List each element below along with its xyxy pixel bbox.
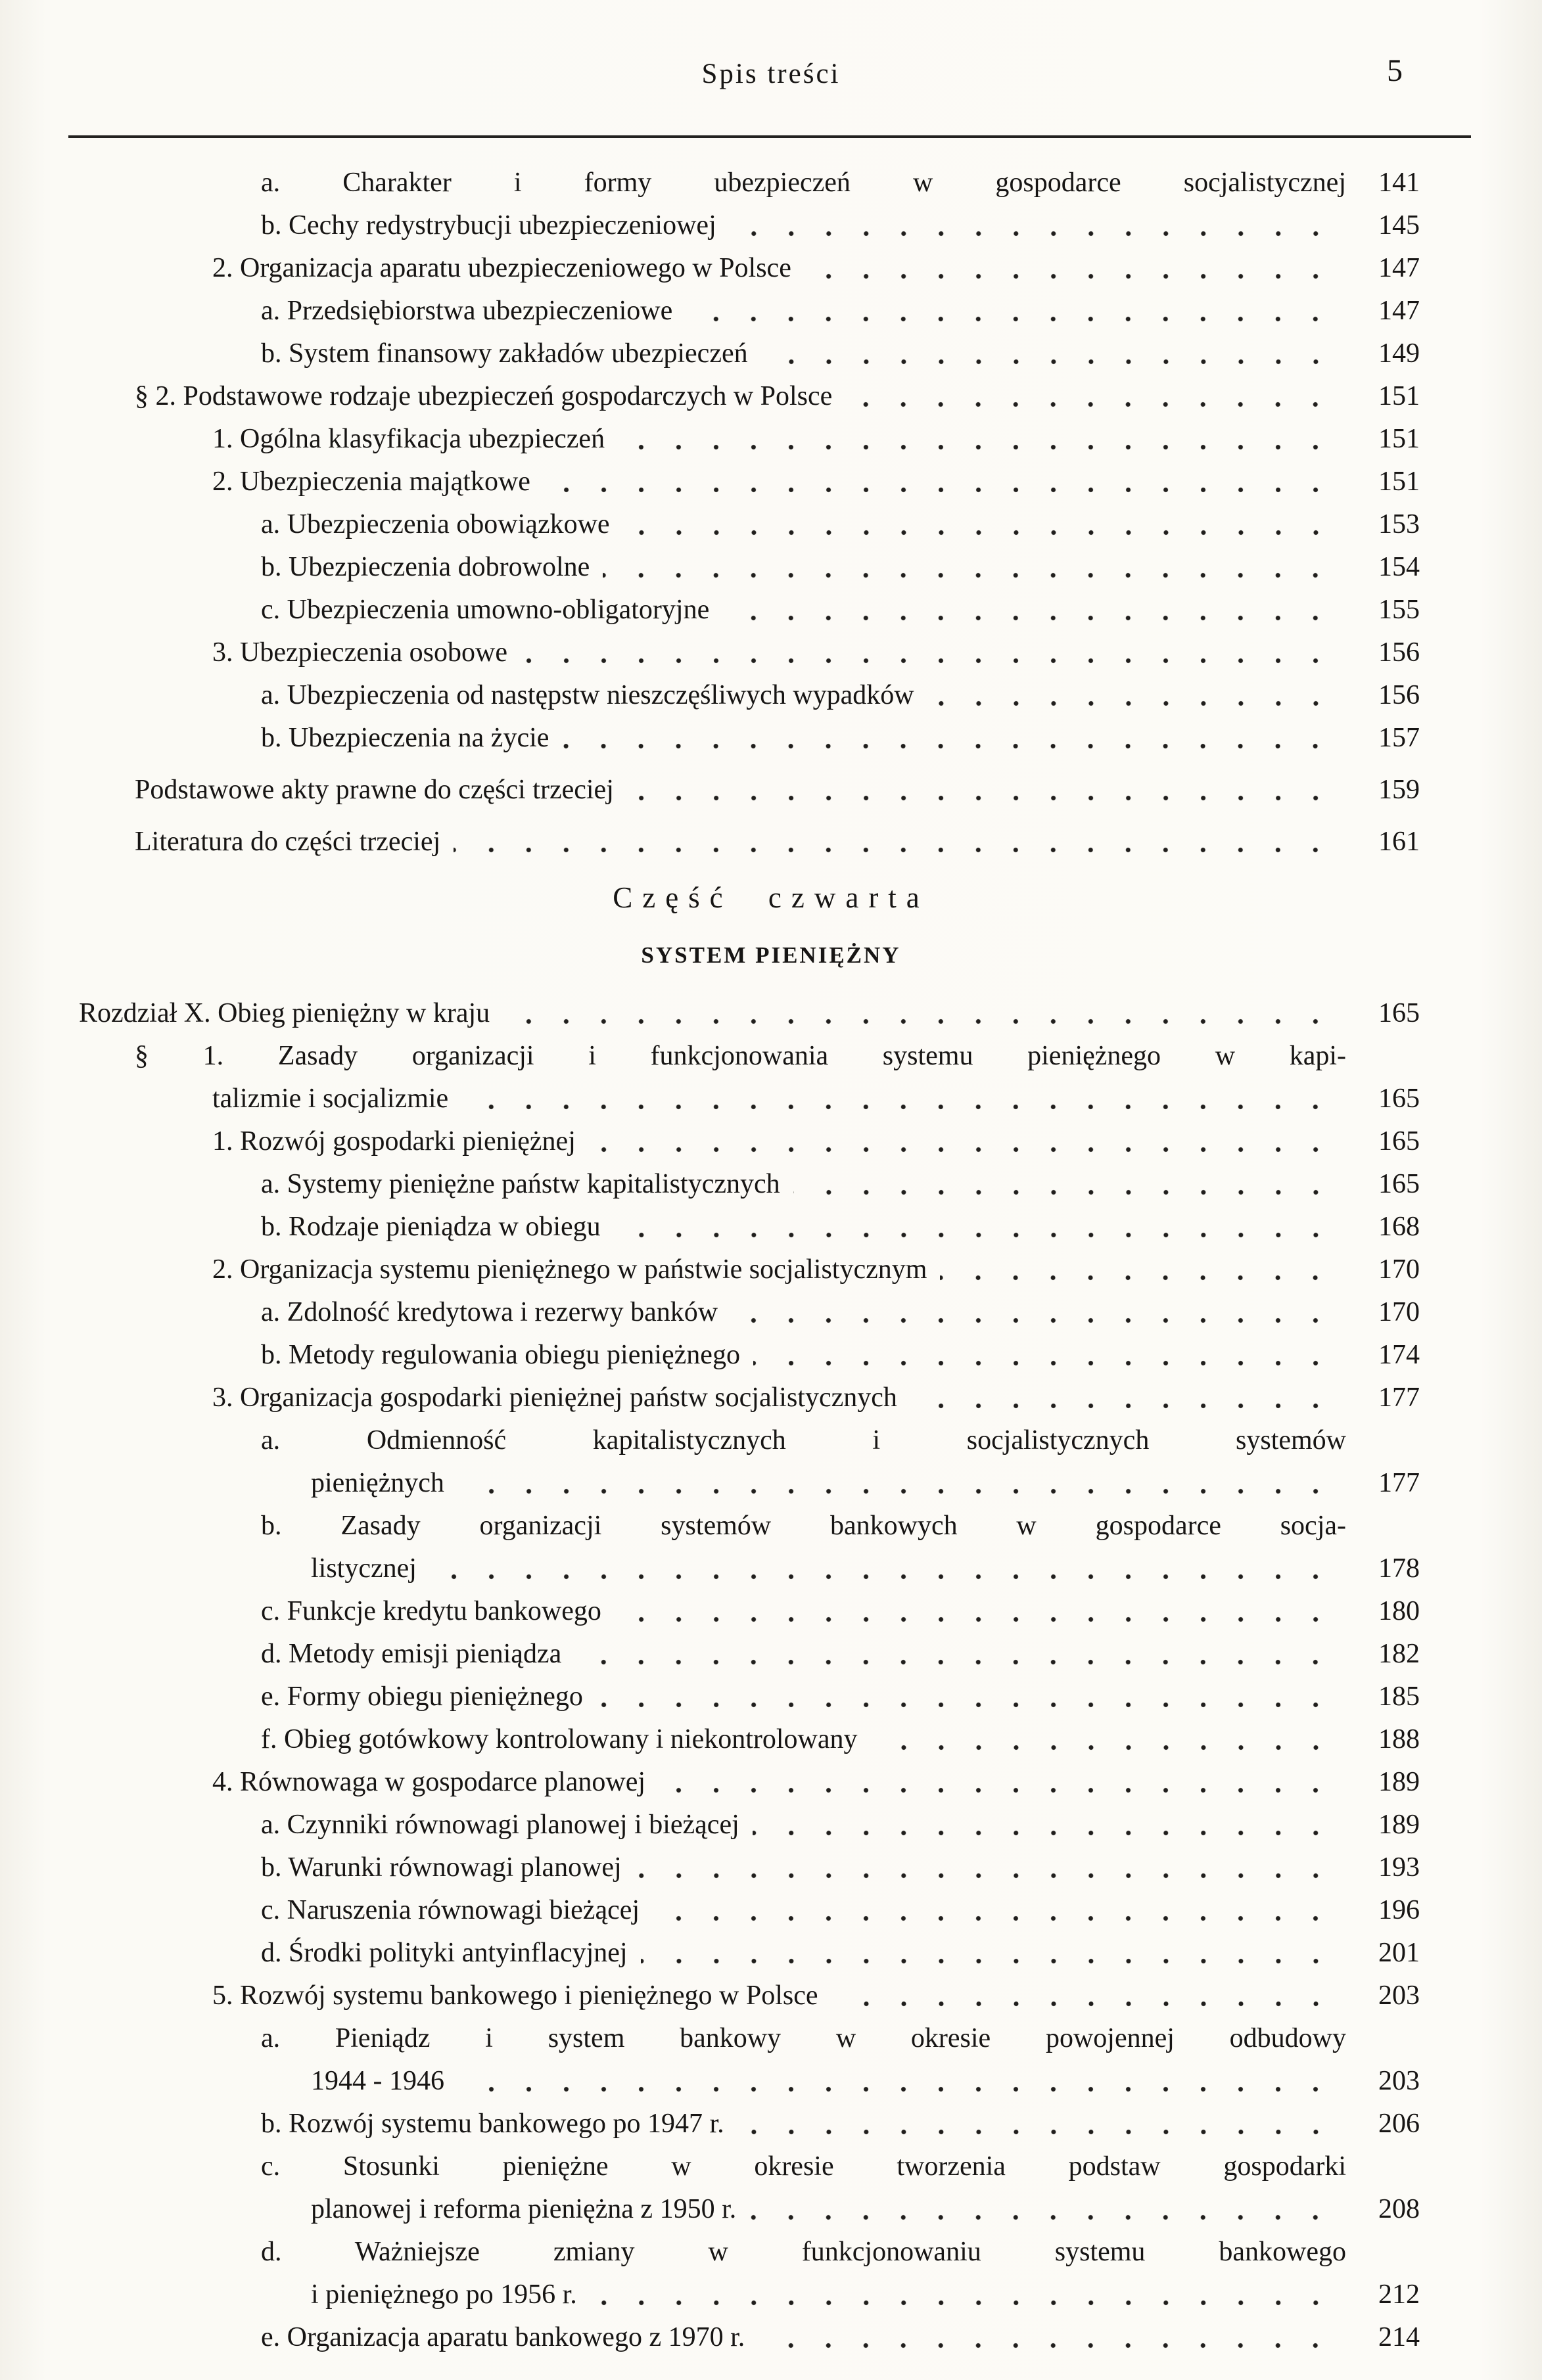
toc-entry-page: 189: [1378, 1767, 1420, 1797]
toc-entry-line: [261, 1846, 1542, 1889]
toc-entry-page: 141: [1378, 168, 1420, 198]
dot-leader: [731, 1291, 1336, 1334]
toc-entry-line: [261, 589, 1542, 631]
toc-entry-page: 165: [1378, 1169, 1420, 1199]
toc-entry-text: e. Formy obiegu pieniężnego: [261, 1682, 583, 1712]
dot-leader: [722, 589, 1336, 631]
toc-entry-line: [261, 2316, 1542, 2359]
toc-entry-text: c. Stosunki pieniężne w okresie tworzenia podstaw gospodarki: [261, 2151, 1346, 2182]
toc-entry-line: [135, 375, 1542, 418]
toc-entry-line: [212, 1761, 1542, 1804]
dot-leader: [457, 2060, 1336, 2103]
toc-entry: [0, 2316, 1542, 2359]
toc-entry-line: [261, 503, 1542, 546]
toc-entry: [0, 631, 1542, 674]
dot-leader: [430, 1547, 1336, 1590]
toc-entry-text: planowej i reforma pieniężna z 1950 r.: [311, 2194, 737, 2224]
toc-entry-line: [261, 1932, 1542, 1975]
toc-entry-page: 155: [1378, 595, 1420, 625]
toc-entry: [0, 375, 1542, 418]
header-rule: [68, 135, 1471, 138]
toc-entry-page: 161: [1378, 827, 1420, 857]
toc-entry-line: [212, 1120, 1542, 1163]
toc-entry-line: [261, 1206, 1542, 1248]
toc-entry: [0, 503, 1542, 546]
toc-entry-text: talizmie i socjalizmie: [212, 1084, 449, 1114]
toc-entry-line: [135, 1035, 1542, 1078]
toc-entry-text: b. Warunki równowagi planowej: [261, 1852, 622, 1883]
toc-entry-text: c. Ubezpieczenia umowno-obligatoryjne: [261, 595, 710, 625]
toc-entry-text: f. Obieg gotówkowy kontrolowany i niekontrolowany: [261, 1724, 858, 1754]
toc-entry: [0, 717, 1542, 760]
toc-entry-text: 3. Organizacja gospodarki pieniężnej państw socjalistycznych: [212, 1383, 897, 1413]
toc-entry-text: d. Metody emisji pieniądza: [261, 1639, 562, 1669]
toc-entry-line: [261, 1419, 1542, 1462]
toc-entry-text: Rozdział X. Obieg pieniężny w kraju: [79, 998, 490, 1028]
toc-entry-page: 208: [1378, 2194, 1420, 2224]
toc-entry-page: 145: [1378, 210, 1420, 240]
dot-leader: [590, 2274, 1336, 2316]
part-heading: Część czwarta: [613, 881, 929, 914]
toc-entry: [0, 2231, 1542, 2316]
toc-entry: [0, 1590, 1542, 1633]
toc-entry: [0, 418, 1542, 461]
dot-leader: [753, 1334, 1336, 1377]
toc-entry-page: 165: [1378, 998, 1420, 1028]
toc-entry-text: a. Ubezpieczenia od następstw nieszczęśliwych wypadków: [261, 680, 914, 710]
toc-entry-page: 151: [1378, 424, 1420, 454]
toc-entry: [0, 2103, 1542, 2145]
toc-entry-text: b. Rodzaje pieniądza w obiegu: [261, 1212, 601, 1242]
toc-entry: [0, 546, 1542, 589]
dot-leader: [653, 1889, 1336, 1932]
toc-entry-text: 5. Rozwój systemu bankowego i pieniężnego w Polsce: [212, 1980, 818, 2011]
toc-entry-line: [261, 546, 1542, 589]
toc-entry: [0, 162, 1542, 204]
dot-leader: [749, 2188, 1336, 2231]
toc-entry-text: a. Czynniki równowagi planowej i bieżącej: [261, 1810, 739, 1840]
toc-entry-text: 2. Ubezpieczenia majątkowe: [212, 467, 530, 497]
toc-entry-page: 165: [1378, 1084, 1420, 1114]
dot-leader: [623, 503, 1336, 546]
toc-entry: [0, 1206, 1542, 1248]
toc-entry-text: listycznej: [311, 1553, 417, 1584]
toc-entry: [0, 247, 1542, 290]
toc-entry: [0, 769, 1542, 812]
toc-entry-line: [261, 162, 1542, 204]
toc-entry-text: c. Funkcje kredytu bankowego: [261, 1596, 601, 1626]
toc-entry-text: a. Odmienność kapitalistycznych i socjalistycznych systemów: [261, 1425, 1346, 1455]
toc-entry: [0, 1163, 1542, 1206]
toc-entry: [0, 1676, 1542, 1718]
toc-entry-line: [261, 674, 1542, 717]
toc-entry-line: [261, 290, 1542, 332]
toc-entry-page: 182: [1378, 1639, 1420, 1669]
dot-leader: [927, 674, 1336, 717]
toc-entry-text: 2. Organizacja systemu pieniężnego w państwie socjalistycznym: [212, 1254, 927, 1285]
dot-leader: [737, 2103, 1336, 2145]
toc-entry-page: 188: [1378, 1724, 1420, 1754]
dot-leader: [659, 1761, 1336, 1804]
toc-entry-line: [261, 1334, 1542, 1377]
table-of-contents: [0, 162, 1542, 2359]
dot-leader: [454, 821, 1336, 863]
page-title: Spis treści: [701, 58, 841, 89]
toc-entry-page: 177: [1378, 1468, 1420, 1498]
toc-entry-text: 3. Ubezpieczenia osobowe: [212, 637, 507, 668]
toc-entry: [0, 1035, 1542, 1120]
toc-entry-line: [261, 2231, 1542, 2274]
toc-entry-line: [135, 769, 1542, 812]
dot-leader: [641, 1932, 1336, 1975]
toc-entry-page: 201: [1378, 1938, 1420, 1968]
toc-entry-page: 153: [1378, 509, 1420, 539]
toc-entry-page: 156: [1378, 637, 1420, 668]
toc-entry-page: 206: [1378, 2109, 1420, 2139]
toc-entry-page: 185: [1378, 1682, 1420, 1712]
toc-entry: [0, 821, 1542, 863]
toc-entry-text: 1. Ogólna klasyfikacja ubezpieczeń: [212, 424, 605, 454]
dot-leader: [686, 290, 1336, 332]
dot-leader: [871, 1718, 1336, 1761]
toc-entry-text: 1944 - 1946: [311, 2066, 444, 2096]
toc-entry-text: d. Ważniejsze zmiany w funkcjonowaniu systemu bankowego: [261, 2237, 1346, 2267]
toc-entry-line: [212, 461, 1542, 503]
toc-entry-page: 177: [1378, 1383, 1420, 1413]
toc-entry-text: b. Ubezpieczenia na życie: [261, 723, 549, 753]
dot-leader: [589, 1120, 1336, 1163]
toc-entry: [0, 1718, 1542, 1761]
part3-closing-list: [0, 769, 1542, 863]
dot-leader: [627, 769, 1336, 812]
dot-leader: [910, 1377, 1336, 1419]
toc-entry: [0, 674, 1542, 717]
dot-leader: [940, 1248, 1336, 1291]
dot-leader: [805, 247, 1336, 290]
toc-entry-line: [212, 1248, 1542, 1291]
toc-entry: [0, 589, 1542, 631]
dot-leader: [845, 375, 1336, 418]
toc-entry: [0, 1120, 1542, 1163]
dot-leader: [615, 1590, 1336, 1633]
toc-entry-line: [261, 1590, 1542, 1633]
toc-entry-line: [311, 2188, 1542, 2231]
toc-entry-line: [261, 2145, 1542, 2188]
toc-entry-line: [261, 1505, 1542, 1547]
toc-entry-text: a. Charakter i formy ubezpieczeń w gospodarce socjalistycznej: [261, 168, 1346, 198]
toc-entry-text: i pieniężnego po 1956 r.: [311, 2279, 577, 2310]
toc-entry-text: § 2. Podstawowe rodzaje ubezpieczeń gospodarczych w Polsce: [135, 381, 833, 411]
toc-entry: [0, 1334, 1542, 1377]
dot-leader: [618, 418, 1336, 461]
toc-entry-line: [261, 2017, 1542, 2060]
toc-entry-line: [212, 1078, 1542, 1120]
toc-entry-page: 147: [1378, 253, 1420, 283]
toc-entry-text: Podstawowe akty prawne do części trzeciej: [135, 775, 614, 805]
toc-entry-page: 165: [1378, 1126, 1420, 1156]
dot-leader: [562, 717, 1336, 760]
toc-entry-line: [212, 631, 1542, 674]
part3-entry-list: [0, 162, 1542, 760]
toc-entry-line: [311, 2060, 1542, 2103]
toc-entry-page: 151: [1378, 467, 1420, 497]
dot-leader: [831, 1975, 1336, 2017]
dot-leader: [521, 631, 1336, 674]
toc-entry: [0, 332, 1542, 375]
toc-entry: [0, 461, 1542, 503]
toc-entry-page: 212: [1378, 2279, 1420, 2310]
toc-entry-text: 1. Rozwój gospodarki pieniężnej: [212, 1126, 576, 1156]
part-subheading: SYSTEM PIENIĘŻNY: [641, 942, 901, 968]
toc-entry-text: a. Pieniądz i system bankowy w okresie powojennej odbudowy: [261, 2023, 1346, 2053]
toc-entry-page: 203: [1378, 1980, 1420, 2011]
toc-entry-text: a. Systemy pieniężne państw kapitalistycznych: [261, 1169, 780, 1199]
toc-entry-text: Literatura do części trzeciej: [135, 827, 441, 857]
toc-entry-text: 2. Organizacja aparatu ubezpieczeniowego w Polsce: [212, 253, 791, 283]
toc-entry-page: 147: [1378, 296, 1420, 326]
toc-entry-page: 180: [1378, 1596, 1420, 1626]
toc-entry-text: a. Ubezpieczenia obowiązkowe: [261, 509, 610, 539]
toc-entry: [0, 1377, 1542, 1419]
toc-entry-line: [212, 418, 1542, 461]
toc-entry-page: 168: [1378, 1212, 1420, 1242]
dot-leader: [793, 1163, 1336, 1206]
toc-entry: [0, 2017, 1542, 2103]
toc-entry-line: [311, 2274, 1542, 2316]
dot-leader: [544, 461, 1336, 503]
toc-entry-page: 214: [1378, 2322, 1420, 2352]
toc-entry-line: [261, 1889, 1542, 1932]
toc-entry: [0, 1633, 1542, 1676]
toc-entry: [0, 1932, 1542, 1975]
page-number: 5: [1387, 53, 1403, 88]
dot-leader: [574, 1633, 1336, 1676]
toc-entry-page: 193: [1378, 1852, 1420, 1883]
toc-entry: [0, 1761, 1542, 1804]
toc-entry-line: [261, 1718, 1542, 1761]
toc-entry-text: pieniężnych: [311, 1468, 444, 1498]
dot-leader: [761, 332, 1336, 375]
toc-entry-line: [135, 821, 1542, 863]
toc-entry-line: [261, 2103, 1542, 2145]
toc-entry-page: 151: [1378, 381, 1420, 411]
dot-leader: [730, 204, 1336, 247]
toc-entry: [0, 992, 1542, 1035]
toc-entry: [0, 2145, 1542, 2231]
dot-leader: [614, 1206, 1336, 1248]
toc-entry-text: § 1. Zasady organizacji i funkcjonowania systemu pieniężnego w kapi-: [135, 1041, 1346, 1071]
dot-leader: [603, 546, 1336, 589]
toc-entry: [0, 1846, 1542, 1889]
toc-entry-text: b. Metody regulowania obiegu pieniężnego: [261, 1340, 740, 1370]
toc-entry-page: 149: [1378, 338, 1420, 369]
toc-entry-page: 170: [1378, 1297, 1420, 1327]
toc-entry-page: 157: [1378, 723, 1420, 753]
dot-leader: [503, 992, 1336, 1035]
dot-leader: [758, 2316, 1336, 2359]
toc-entry-text: 4. Równowaga w gospodarce planowej: [212, 1767, 645, 1797]
toc-entry-line: [261, 204, 1542, 247]
toc-entry-text: e. Organizacja aparatu bankowego z 1970 r.: [261, 2322, 745, 2352]
toc-entry-text: a. Przedsiębiorstwa ubezpieczeniowe: [261, 296, 673, 326]
part4-entry-list: [0, 992, 1542, 2359]
toc-entry-line: [261, 1291, 1542, 1334]
toc-entry-line: [212, 1377, 1542, 1419]
toc-entry-line: [261, 1633, 1542, 1676]
toc-entry-text: a. Zdolność kredytowa i rezerwy banków: [261, 1297, 718, 1327]
toc-entry-text: b. System finansowy zakładów ubezpieczeń: [261, 338, 748, 369]
toc-entry-text: c. Naruszenia równowagi bieżącej: [261, 1895, 640, 1925]
toc-entry-page: 154: [1378, 552, 1420, 582]
toc-entry-line: [311, 1462, 1542, 1505]
toc-entry-line: [261, 332, 1542, 375]
dot-leader: [461, 1078, 1336, 1120]
toc-entry: [0, 204, 1542, 247]
toc-entry: [0, 1804, 1542, 1846]
dot-leader: [596, 1676, 1336, 1718]
toc-entry-line: [261, 1804, 1542, 1846]
toc-entry-text: b. Ubezpieczenia dobrowolne: [261, 552, 590, 582]
dot-leader: [635, 1846, 1336, 1889]
toc-entry-text: b. Zasady organizacji systemów bankowych w gospodarce socja-: [261, 1511, 1346, 1541]
dot-leader: [753, 1804, 1336, 1846]
toc-entry-page: 159: [1378, 775, 1420, 805]
toc-entry-line: [311, 1547, 1542, 1590]
toc-entry-page: 156: [1378, 680, 1420, 710]
toc-entry-line: [212, 1975, 1542, 2017]
toc-entry-page: 170: [1378, 1254, 1420, 1285]
toc-entry: [0, 1248, 1542, 1291]
toc-entry-line: [261, 1163, 1542, 1206]
toc-entry: [0, 1505, 1542, 1590]
toc-entry-page: 178: [1378, 1553, 1420, 1584]
toc-entry: [0, 290, 1542, 332]
toc-entry-text: b. Rozwój systemu bankowego po 1947 r.: [261, 2109, 724, 2139]
toc-entry-page: 196: [1378, 1895, 1420, 1925]
toc-entry-page: 189: [1378, 1810, 1420, 1840]
toc-entry-page: 174: [1378, 1340, 1420, 1370]
toc-entry-line: [212, 247, 1542, 290]
toc-entry: [0, 1889, 1542, 1932]
toc-entry-page: 203: [1378, 2066, 1420, 2096]
toc-entry: [0, 1419, 1542, 1505]
dot-leader: [457, 1462, 1336, 1505]
toc-entry: [0, 1975, 1542, 2017]
toc-entry-line: [79, 992, 1542, 1035]
toc-entry-text: d. Środki polityki antyinflacyjnej: [261, 1938, 628, 1968]
toc-entry-text: b. Cechy redystrybucji ubezpieczeniowej: [261, 210, 716, 240]
toc-entry-line: [261, 717, 1542, 760]
toc-entry-line: [261, 1676, 1542, 1718]
toc-entry: [0, 1291, 1542, 1334]
